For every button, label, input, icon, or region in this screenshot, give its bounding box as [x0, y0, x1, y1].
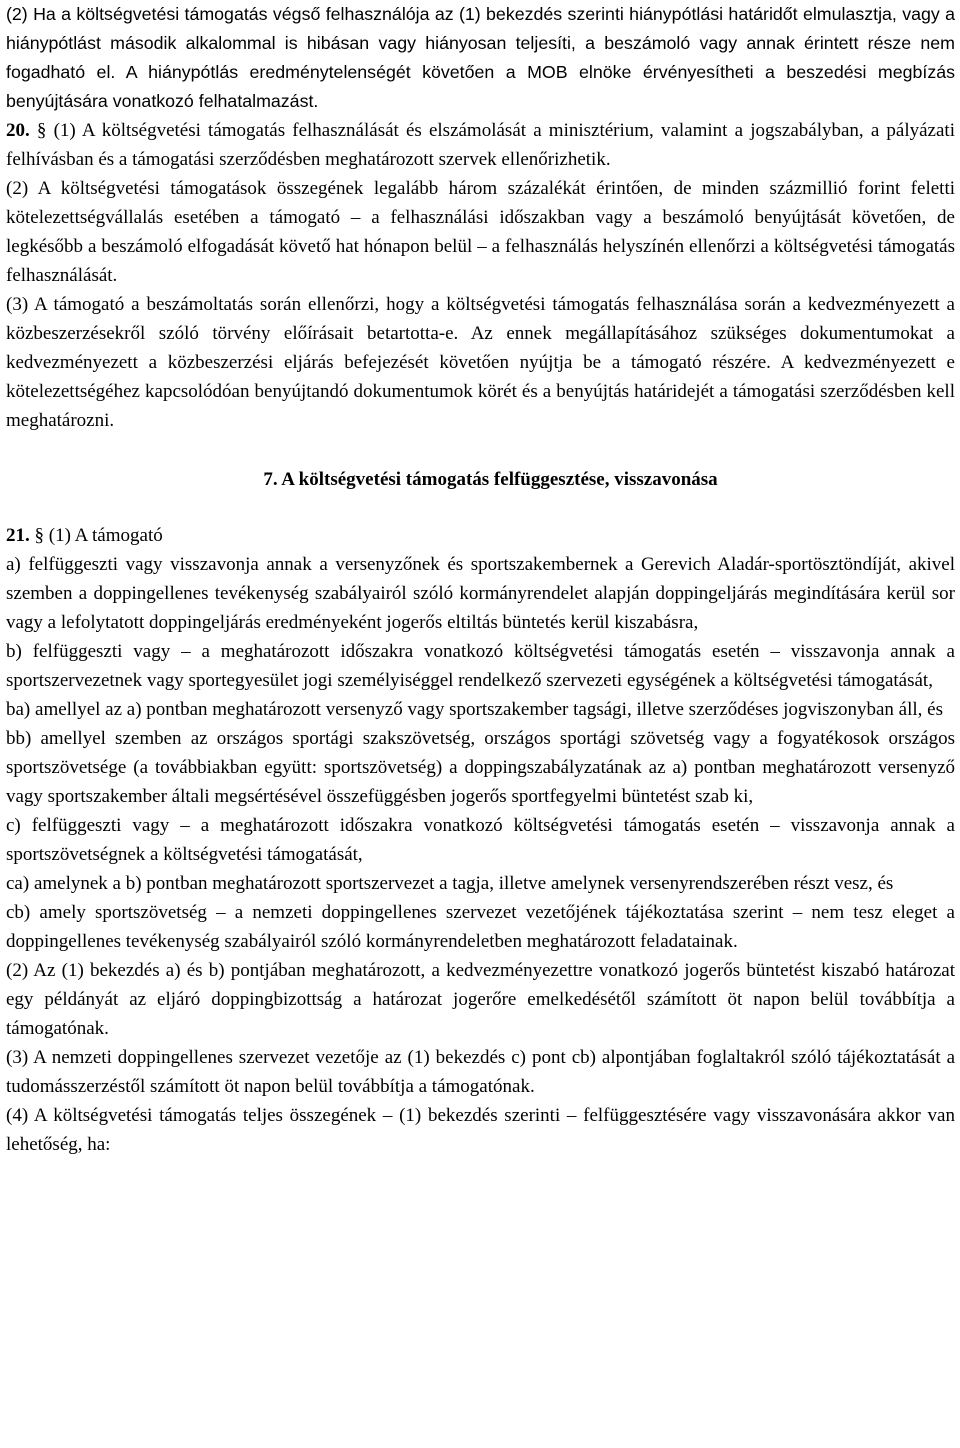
- section-21-point-b: b) felfüggeszti vagy – a meghatározott időszakra vonatkozó költségvetési támogatás esetén – visszavonja annak a sportszervezetnek vagy sportegyesület jogi személyiséggel rendelkező szervezeti egységének a költségvetési támogatását,: [6, 641, 955, 691]
- section-20-paragraph-1: [6, 116, 955, 174]
- section-21-paragraph-4: (4) A költségvetési támogatás teljes összegének – (1) bekezdés szerinti – felfüggesztésére vagy visszavonására akkor van lehetőség, ha:: [6, 1105, 955, 1155]
- section-20-paragraph-2: (2) A költségvetési támogatások összegének legalább három százalékát érintően, de minden százmillió forint feletti kötelezettségvállalás esetében a támogató – a felhasználási időszakban vagy a beszámoló benyújtását követően, de legkésőbb a beszámoló elfogadását követő hat hónapon belül – a felhasználás helyszínén ellenőrzi a költségvetési támogatás felhasználását.: [6, 178, 955, 286]
- section-21-point-bb: bb) amellyel szemben az országos sportági szakszövetség, országos sportági szövetség vagy a fogyatékosok országos sportszövetsége (a továbbiakban együtt: sportszövetség) a doppingszabályzatának az a) pontban meghatározott versenyző vagy sportszakember általi megsértésével összefüggésben jogerős sportfegyelmi büntetést szab ki,: [6, 728, 955, 807]
- section-21-point-c: c) felfüggeszti vagy – a meghatározott időszakra vonatkozó költségvetési támogatás esetén – visszavonja annak a sportszövetségnek a költségvetési támogatását,: [6, 815, 955, 865]
- section-7-heading: 7. A költségvetési támogatás felfüggesztése, visszavonása: [263, 469, 718, 490]
- section-21-point-ba: ba) amellyel az a) pontban meghatározott versenyző vagy sportszakember tagsági, illetve szerződéses jogviszonyban áll, és: [6, 699, 943, 720]
- document-page: [6, 0, 955, 1159]
- section-21-paragraph-3: (3) A nemzeti doppingellenes szervezet vezetője az (1) bekezdés c) pont cb) alpontjában foglaltakról szóló tájékoztatását a tudomásszerzéstől számított öt napon belül továbbítja a támogatónak.: [6, 1047, 955, 1097]
- section-20-paragraph-3: (3) A támogató a beszámoltatás során ellenőrzi, hogy a költségvetési támogatás felhasználása során a kedvezményezett a közbeszerzésekről szóló törvény előírásait betartotta-e. Az ennek megállapításához szükséges dokumentumokat a kedvezményezett a közbeszerzési eljárás befejezését követően nyújtja be a támogató részére. A kedvezményezett e kötelezettségéhez kapcsolódóan benyújtandó dokumentumok körét és a benyújtás határidejét a támogatási szerződésben kell meghatározni.: [6, 294, 955, 431]
- section-21-number: 21.: [6, 525, 30, 546]
- section-21-point-ca: ca) amelynek a b) pontban meghatározott sportszervezet a tagja, illetve amelynek versenyrendszerében részt vesz, és: [6, 873, 894, 894]
- section-20-paragraph-1-text: § (1) A költségvetési támogatás felhasználását és elszámolását a minisztérium, valamint a jogszabályban, a pályázati felhívásban és a támogatási szerződésben meghatározott szervek ellenőrizhetik.: [6, 120, 955, 170]
- paragraph-intro: (2) Ha a költségvetési támogatás végső felhasználója az (1) bekezdés szerinti hiánypótlási határidőt elmulasztja, vagy a hiánypótlást második alkalommal is hibásan vagy hiányosan teljesíti, a beszámoló vagy annak érintett része nem fogadható el. A hiánypótlás eredménytelenségét követően a MOB elnöke érvényesítheti a beszedési megbízás benyújtására vonatkozó felhatalmazást.: [6, 4, 955, 111]
- section-21-point-cb: cb) amely sportszövetség – a nemzeti doppingellenes szervezet vezetőjének tájékoztatása szerint – nem tesz eleget a doppingellenes tevékenység szabályairól szóló kormányrendeletben meghatározott feladatainak.: [6, 902, 955, 952]
- section-20-number: 20.: [6, 120, 30, 141]
- spacer: [6, 494, 955, 521]
- section-21-point-a: a) felfüggeszti vagy visszavonja annak a versenyzőnek és sportszakembernek a Gerevich Aladár-sportösztöndíját, akivel szemben a doppingellenes tevékenység szabályairól szóló kormányrendelet alapján doppingeljárás megindítására kerül sor vagy a lefolytatott doppingeljárás eredményeként jogerős eltiltás büntetés kerül kiszabásra,: [6, 554, 955, 633]
- spacer: [6, 435, 955, 465]
- section-21-paragraph-2: (2) Az (1) bekezdés a) és b) pontjában meghatározott, a kedvezményezettre vonatkozó jogerős büntetést kiszabó határozat egy példányát az eljáró doppingbizottság a határozat jogerőre emelkedésétől számított öt napon belül továbbítja a támogatónak.: [6, 960, 955, 1039]
- section-21-intro: [6, 521, 955, 550]
- section-21-intro-text: § (1) A támogató: [29, 525, 163, 546]
